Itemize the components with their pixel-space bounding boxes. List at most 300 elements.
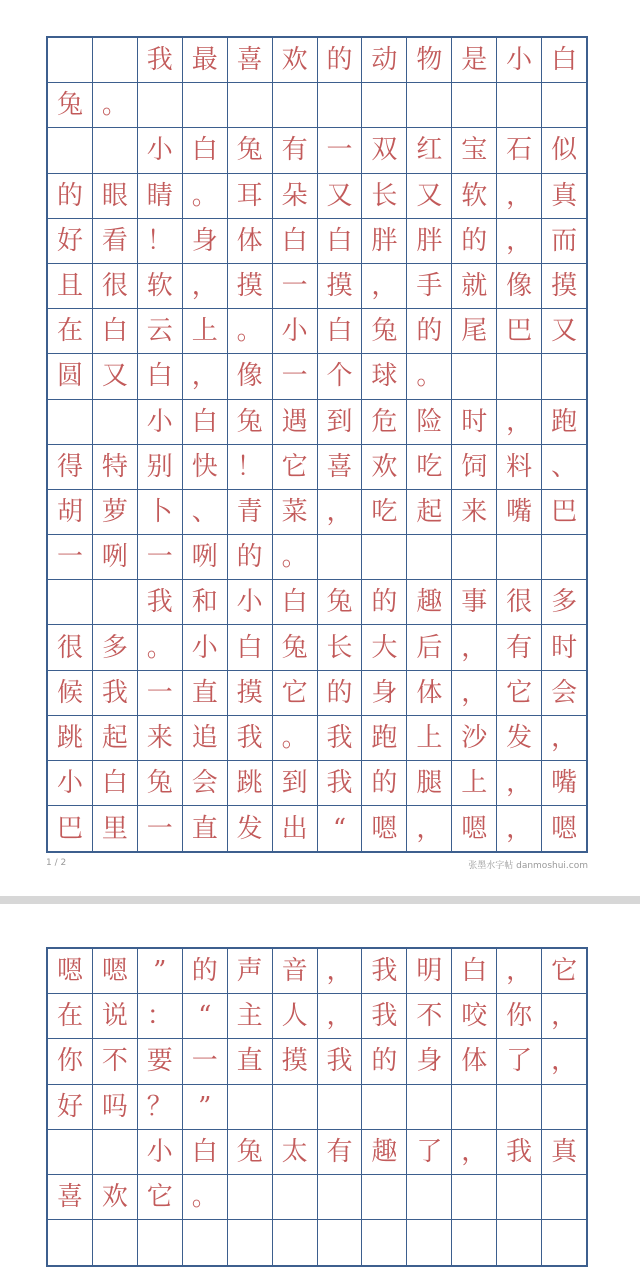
grid-cell (138, 83, 183, 127)
grid-cell: 又 (93, 354, 138, 398)
grid-cell (407, 1085, 452, 1129)
grid-cell: ： (138, 994, 183, 1038)
grid-cell: 上 (183, 309, 228, 353)
page-footer (46, 858, 588, 871)
grid-cell: 。 (228, 309, 273, 353)
grid-cell: 跑 (551, 406, 578, 437)
grid-cell (452, 535, 497, 579)
grid-cell: 摸 (551, 271, 578, 302)
grid-cell: 直 (183, 806, 228, 851)
grid-cell: “ (318, 806, 363, 851)
grid-cell: 吃 (362, 490, 407, 534)
grid-cell: 时 (452, 400, 497, 444)
grid-cell: 兔 (228, 400, 273, 444)
grid-cell: 嗯 (48, 949, 93, 993)
grid-cell (48, 38, 93, 82)
grid-cell: 体 (228, 219, 273, 263)
practice-sheet-page-2 (46, 947, 588, 1267)
grid-cell: 胖 (407, 219, 452, 263)
grid-cell: 白 (183, 128, 228, 172)
grid-cell: 软 (138, 264, 183, 308)
grid-cell: 兔 (362, 309, 407, 353)
grid-cell: 起 (407, 490, 452, 534)
grid-cell: 的 (183, 949, 228, 993)
grid-cell: 体 (452, 1039, 497, 1083)
grid-cell (452, 1175, 497, 1219)
grid-cell (542, 1220, 586, 1265)
grid-cell (542, 1175, 586, 1219)
grid-cell (497, 1220, 542, 1265)
grid-cell: 个 (318, 354, 363, 398)
grid-cell: 是 (452, 38, 497, 82)
writing-grid (46, 36, 588, 853)
grid-cell (228, 1175, 273, 1219)
grid-cell (452, 1220, 497, 1265)
grid-cell (318, 1220, 363, 1265)
grid-cell: 嘴 (497, 490, 542, 534)
grid-row (48, 625, 586, 670)
grid-cell: ， (551, 722, 578, 753)
grid-cell: 小 (138, 400, 183, 444)
grid-cell: 兔 (318, 580, 363, 624)
grid-cell: 。 (273, 716, 318, 760)
grid-cell: 一 (138, 671, 183, 715)
grid-cell (318, 535, 363, 579)
grid-cell: 的 (362, 1039, 407, 1083)
grid-cell (93, 580, 138, 624)
grid-cell (497, 1175, 542, 1219)
grid-cell: 主 (228, 994, 273, 1038)
grid-cell: 上 (452, 761, 497, 805)
grid-cell: 吃 (407, 445, 452, 489)
grid-row (48, 806, 586, 851)
grid-cell (497, 535, 542, 579)
grid-cell: 我 (228, 716, 273, 760)
grid-cell: 球 (362, 354, 407, 398)
grid-cell: 沙 (452, 716, 497, 760)
grid-cell: 巴 (48, 806, 93, 851)
grid-cell (48, 1220, 93, 1265)
grid-cell: 我 (362, 949, 407, 993)
grid-cell (407, 1220, 452, 1265)
grid-cell: 里 (93, 806, 138, 851)
grid-cell: 又 (551, 316, 578, 347)
grid-cell: 一 (183, 1039, 228, 1083)
grid-cell (183, 83, 228, 127)
grid-cell: 了 (407, 1130, 452, 1174)
grid-cell: 白 (93, 309, 138, 353)
grid-cell: ， (497, 174, 542, 218)
grid-cell: ， (318, 490, 363, 534)
grid-cell (407, 535, 452, 579)
grid-cell: 且 (48, 264, 93, 308)
grid-cell: 太 (273, 1130, 318, 1174)
grid-cell: 人 (273, 994, 318, 1038)
grid-cell: 白 (551, 45, 578, 76)
grid-row (48, 354, 586, 399)
grid-cell: 朵 (273, 174, 318, 218)
grid-cell: 别 (138, 445, 183, 489)
grid-cell: ， (183, 264, 228, 308)
grid-row (48, 1085, 586, 1130)
grid-cell: 到 (318, 400, 363, 444)
grid-row (48, 994, 586, 1039)
grid-cell: ， (497, 219, 542, 263)
grid-row (48, 671, 586, 716)
grid-cell: 小 (183, 625, 228, 669)
grid-row (48, 716, 586, 761)
grid-cell: 喜 (318, 445, 363, 489)
grid-cell: ， (497, 949, 542, 993)
grid-cell: 出 (273, 806, 318, 851)
grid-cell: 跳 (228, 761, 273, 805)
grid-cell: ， (183, 354, 228, 398)
grid-cell (273, 1175, 318, 1219)
grid-cell: 真 (551, 180, 578, 211)
grid-cell: 双 (362, 128, 407, 172)
page-divider (0, 896, 640, 904)
grid-cell: ， (362, 264, 407, 308)
grid-cell: 青 (228, 490, 273, 534)
grid-cell: 到 (273, 761, 318, 805)
grid-cell: 趣 (362, 1130, 407, 1174)
grid-cell: ？ (138, 1085, 183, 1129)
grid-cell: 看 (93, 219, 138, 263)
grid-row (48, 219, 586, 264)
grid-cell: 物 (407, 38, 452, 82)
grid-cell: ， (452, 625, 497, 669)
grid-cell: 像 (228, 354, 273, 398)
grid-cell: 咬 (452, 994, 497, 1038)
grid-cell: 巴 (551, 496, 578, 527)
grid-cell: ” (183, 1085, 228, 1129)
grid-cell: 兔 (48, 83, 93, 127)
grid-cell: 。 (183, 174, 228, 218)
grid-cell (407, 1175, 452, 1219)
grid-cell: 直 (228, 1039, 273, 1083)
grid-cell: 明 (407, 949, 452, 993)
grid-cell: 跳 (48, 716, 93, 760)
grid-cell: 你 (48, 1039, 93, 1083)
grid-row (48, 580, 586, 625)
grid-cell: 我 (497, 1130, 542, 1174)
grid-cell: 白 (273, 580, 318, 624)
grid-cell: 它 (551, 956, 578, 987)
grid-cell: 小 (138, 128, 183, 172)
grid-cell (273, 1220, 318, 1265)
grid-cell: 险 (407, 400, 452, 444)
grid-cell: 耳 (228, 174, 273, 218)
grid-cell: 最 (183, 38, 228, 82)
grid-cell: ， (497, 806, 542, 851)
practice-sheet-page-1 (46, 36, 588, 871)
grid-cell: 欢 (93, 1175, 138, 1219)
grid-cell: 咧 (183, 535, 228, 579)
grid-cell: 。 (273, 535, 318, 579)
grid-cell (138, 1220, 183, 1265)
grid-cell: 白 (183, 400, 228, 444)
grid-cell: ， (318, 949, 363, 993)
grid-cell: 会 (183, 761, 228, 805)
grid-cell: 上 (407, 716, 452, 760)
grid-cell: 很 (497, 580, 542, 624)
grid-cell: 咧 (93, 535, 138, 579)
grid-cell: 起 (93, 716, 138, 760)
grid-row (48, 309, 586, 354)
grid-cell: 不 (407, 994, 452, 1038)
grid-cell: ， (551, 1046, 578, 1077)
grid-row (48, 174, 586, 219)
grid-cell: 它 (497, 671, 542, 715)
grid-cell: 摸 (228, 671, 273, 715)
grid-cell: 我 (318, 761, 363, 805)
grid-cell: 快 (183, 445, 228, 489)
grid-cell (93, 400, 138, 444)
grid-cell: 宝 (452, 128, 497, 172)
grid-cell: 胖 (362, 219, 407, 263)
grid-row (48, 400, 586, 445)
grid-cell (318, 1175, 363, 1219)
grid-cell: 菜 (273, 490, 318, 534)
grid-cell: 。 (407, 354, 452, 398)
grid-cell: 的 (362, 580, 407, 624)
grid-cell (93, 38, 138, 82)
grid-cell: 多 (93, 625, 138, 669)
grid-cell: ， (452, 671, 497, 715)
grid-cell (273, 1085, 318, 1129)
grid-cell (228, 1085, 273, 1129)
grid-cell (407, 83, 452, 127)
grid-cell (183, 1220, 228, 1265)
grid-cell (497, 1085, 542, 1129)
grid-row (48, 83, 586, 128)
grid-row (48, 1220, 586, 1265)
grid-cell: 小 (228, 580, 273, 624)
grid-cell: 白 (452, 949, 497, 993)
grid-cell: 白 (318, 309, 363, 353)
grid-cell: 小 (138, 1130, 183, 1174)
grid-cell: 又 (318, 174, 363, 218)
grid-cell: 的 (452, 219, 497, 263)
grid-cell: 云 (138, 309, 183, 353)
grid-cell (318, 83, 363, 127)
grid-cell: 我 (138, 38, 183, 82)
grid-cell: 一 (318, 128, 363, 172)
grid-cell: ！ (138, 219, 183, 263)
grid-cell: ， (452, 1130, 497, 1174)
grid-cell (273, 83, 318, 127)
grid-cell: 吗 (93, 1085, 138, 1129)
grid-cell: 你 (497, 994, 542, 1038)
grid-cell: 眼 (93, 174, 138, 218)
grid-cell (362, 1085, 407, 1129)
grid-cell: 白 (318, 219, 363, 263)
watermark-text: 张墨水字帖 danmoshui.com (468, 861, 588, 872)
grid-row (48, 264, 586, 309)
grid-row (48, 1130, 586, 1175)
grid-cell: 嗯 (551, 813, 578, 844)
grid-cell: 音 (273, 949, 318, 993)
grid-cell: 长 (318, 625, 363, 669)
grid-cell: 我 (138, 580, 183, 624)
grid-row (48, 761, 586, 806)
grid-cell: 说 (93, 994, 138, 1038)
grid-cell: 候 (48, 671, 93, 715)
grid-row (48, 445, 586, 490)
grid-cell: 体 (407, 671, 452, 715)
grid-cell: 趣 (407, 580, 452, 624)
grid-cell: 遇 (273, 400, 318, 444)
grid-cell (452, 83, 497, 127)
grid-cell: 兔 (138, 761, 183, 805)
grid-cell (362, 535, 407, 579)
grid-cell: 多 (551, 587, 578, 618)
grid-cell: 好 (48, 219, 93, 263)
grid-cell: 软 (452, 174, 497, 218)
grid-cell: 萝 (93, 490, 138, 534)
grid-cell: 料 (497, 445, 542, 489)
grid-cell: 小 (497, 38, 542, 82)
grid-cell: 白 (273, 219, 318, 263)
writing-grid (46, 947, 588, 1267)
grid-cell: 有 (273, 128, 318, 172)
grid-cell (318, 1085, 363, 1129)
grid-cell (542, 83, 586, 127)
grid-cell: 有 (318, 1130, 363, 1174)
grid-cell: 尾 (452, 309, 497, 353)
grid-cell: 我 (318, 716, 363, 760)
grid-cell: 时 (551, 632, 578, 663)
grid-cell: 饲 (452, 445, 497, 489)
grid-row (48, 490, 586, 535)
grid-row (48, 949, 586, 994)
grid-cell: 来 (452, 490, 497, 534)
grid-cell: 跑 (362, 716, 407, 760)
grid-cell (93, 128, 138, 172)
grid-cell: 发 (228, 806, 273, 851)
grid-cell: 长 (362, 174, 407, 218)
grid-row (48, 128, 586, 173)
grid-cell: 兔 (273, 625, 318, 669)
grid-cell: 一 (48, 535, 93, 579)
grid-cell: ， (497, 761, 542, 805)
grid-cell: 而 (551, 225, 578, 256)
grid-cell: ， (497, 400, 542, 444)
grid-row (48, 38, 586, 83)
grid-cell: 特 (93, 445, 138, 489)
grid-cell: 大 (362, 625, 407, 669)
grid-cell: 白 (183, 1130, 228, 1174)
grid-cell: 很 (93, 264, 138, 308)
grid-cell: 就 (452, 264, 497, 308)
grid-cell (452, 1085, 497, 1129)
grid-cell: 小 (273, 309, 318, 353)
grid-cell: 卜 (138, 490, 183, 534)
grid-cell (362, 83, 407, 127)
grid-cell: 小 (48, 761, 93, 805)
grid-cell: 摸 (228, 264, 273, 308)
grid-cell: 很 (48, 625, 93, 669)
grid-cell: 在 (48, 994, 93, 1038)
grid-cell: 事 (452, 580, 497, 624)
grid-cell: “ (183, 994, 228, 1038)
grid-cell: 喜 (228, 38, 273, 82)
grid-cell: 石 (497, 128, 542, 172)
grid-cell: 似 (551, 135, 578, 166)
grid-row (48, 1175, 586, 1220)
grid-cell: 的 (228, 535, 273, 579)
grid-cell: 动 (362, 38, 407, 82)
grid-cell: 嗯 (362, 806, 407, 851)
grid-cell: 的 (318, 671, 363, 715)
grid-cell: 声 (228, 949, 273, 993)
grid-cell: 摸 (318, 264, 363, 308)
grid-cell (542, 1085, 586, 1129)
grid-cell: ， (407, 806, 452, 851)
grid-cell: 一 (138, 806, 183, 851)
grid-cell: 。 (183, 1175, 228, 1219)
grid-cell: 嘴 (551, 768, 578, 799)
grid-cell: 欢 (362, 445, 407, 489)
grid-cell: 喜 (48, 1175, 93, 1219)
grid-cell: 的 (362, 761, 407, 805)
grid-cell (542, 354, 586, 398)
grid-cell: 不 (93, 1039, 138, 1083)
grid-cell: 直 (183, 671, 228, 715)
grid-cell: 白 (228, 625, 273, 669)
grid-cell: 摸 (273, 1039, 318, 1083)
grid-cell: 兔 (228, 1130, 273, 1174)
grid-row (48, 535, 586, 580)
grid-cell (93, 1220, 138, 1265)
grid-cell: 巴 (497, 309, 542, 353)
grid-cell (228, 1220, 273, 1265)
grid-cell: 。 (138, 625, 183, 669)
grid-cell: 后 (407, 625, 452, 669)
grid-cell: 了 (497, 1039, 542, 1083)
grid-cell: 又 (407, 174, 452, 218)
grid-cell: 身 (362, 671, 407, 715)
grid-cell: 真 (551, 1136, 578, 1167)
grid-cell: 它 (273, 671, 318, 715)
grid-cell: 的 (318, 38, 363, 82)
grid-cell: 胡 (48, 490, 93, 534)
grid-cell: 在 (48, 309, 93, 353)
grid-cell: 嗯 (452, 806, 497, 851)
grid-cell: 、 (183, 490, 228, 534)
grid-cell: 欢 (273, 38, 318, 82)
grid-cell: 我 (362, 994, 407, 1038)
grid-cell: 我 (318, 1039, 363, 1083)
grid-cell: 它 (273, 445, 318, 489)
grid-cell (497, 83, 542, 127)
grid-cell: 身 (183, 219, 228, 263)
grid-cell: ， (318, 994, 363, 1038)
grid-cell: 危 (362, 400, 407, 444)
grid-cell (362, 1220, 407, 1265)
grid-cell: 有 (497, 625, 542, 669)
grid-cell: 和 (183, 580, 228, 624)
grid-cell (362, 1175, 407, 1219)
grid-cell: 它 (138, 1175, 183, 1219)
grid-cell: 身 (407, 1039, 452, 1083)
grid-row (48, 1039, 586, 1084)
grid-cell (48, 1130, 93, 1174)
grid-cell: 圆 (48, 354, 93, 398)
grid-cell: 的 (407, 309, 452, 353)
grid-cell (48, 128, 93, 172)
grid-cell: 要 (138, 1039, 183, 1083)
